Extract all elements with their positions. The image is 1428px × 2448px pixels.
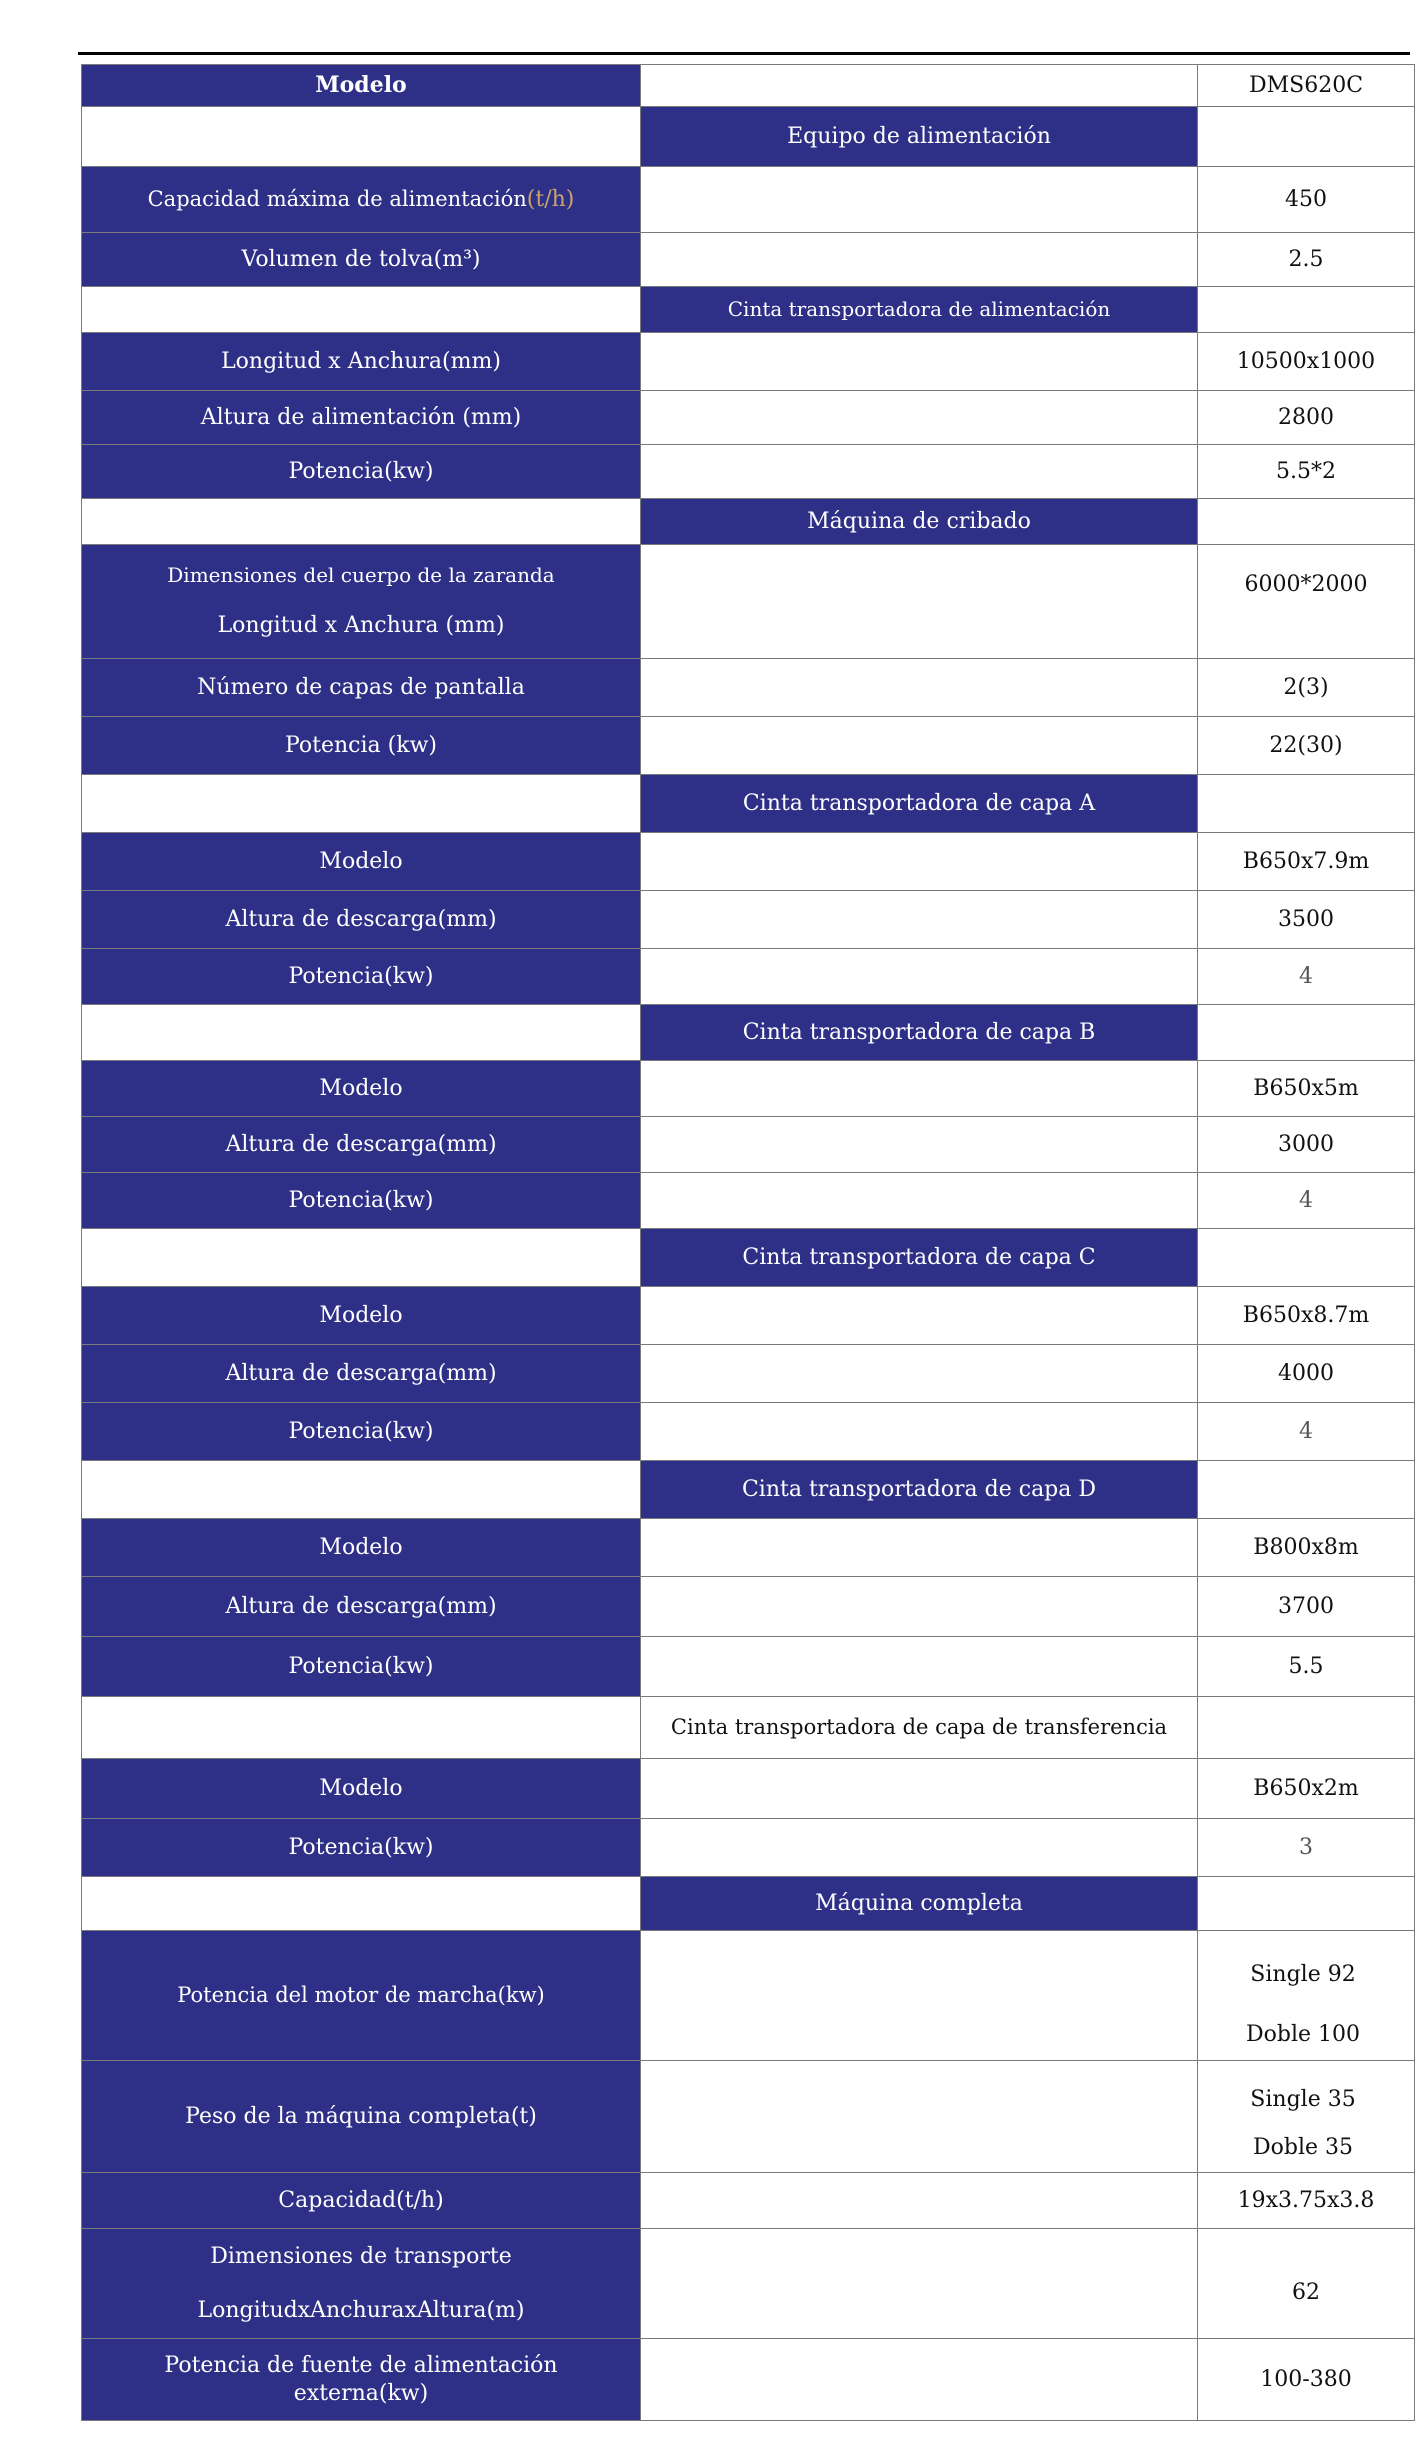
section-title-belt-d: Cinta transportadora de capa D: [641, 1461, 1198, 1519]
belt-a-power-label: Potencia(kw): [82, 949, 641, 1005]
table-row: [82, 1117, 1415, 1173]
belt-a-power-value: 4: [1198, 949, 1415, 1005]
table-row: [82, 2061, 1415, 2173]
belt-d-model-label: Modelo: [82, 1519, 641, 1577]
table-row: [82, 2173, 1415, 2229]
table-row: [82, 333, 1415, 391]
external-power-value: 100-380: [1198, 2339, 1415, 2421]
screen-power-label: Potencia (kw): [82, 717, 641, 775]
max-capacity-value: 450: [1198, 167, 1415, 233]
table-row: [82, 233, 1415, 287]
belt-c-model-label: Modelo: [82, 1287, 641, 1345]
machine-weight-value: Single 35 Doble 35: [1198, 2061, 1415, 2173]
table-row: [82, 1819, 1415, 1877]
belt-b-power-value: 4: [1198, 1173, 1415, 1229]
screen-layers-label: Número de capas de pantalla: [82, 659, 641, 717]
table-row: [82, 1403, 1415, 1461]
top-rule: [78, 52, 1410, 55]
section-title-feed-conveyor: Cinta transportadora de alimentación: [641, 287, 1198, 333]
table-row: [82, 1287, 1415, 1345]
transfer-power-label: Potencia(kw): [82, 1819, 641, 1877]
belt-c-height-label: Altura de descarga(mm): [82, 1345, 641, 1403]
section-row-feed-conveyor: [82, 287, 1415, 333]
belt-c-height-value: 4000: [1198, 1345, 1415, 1403]
table-row: [82, 1173, 1415, 1229]
belt-d-height-value: 3700: [1198, 1577, 1415, 1637]
section-title-screen: Máquina de cribado: [641, 499, 1198, 545]
section-title-feeding: Equipo de alimentación: [641, 107, 1198, 167]
section-row-belt-b: [82, 1005, 1415, 1061]
feed-conveyor-size-label: Longitud x Anchura(mm): [82, 333, 641, 391]
table-row: [82, 1061, 1415, 1117]
belt-c-power-label: Potencia(kw): [82, 1403, 641, 1461]
table-row: [82, 1345, 1415, 1403]
transport-dimensions-value: 62: [1198, 2229, 1415, 2339]
belt-c-model-value: B650x8.7m: [1198, 1287, 1415, 1345]
table-row: [82, 717, 1415, 775]
section-row-belt-d: [82, 1461, 1415, 1519]
model-header-value: DMS620C: [1198, 65, 1415, 107]
belt-d-height-label: Altura de descarga(mm): [82, 1577, 641, 1637]
header-row: [82, 65, 1415, 107]
section-title-machine: Máquina completa: [641, 1877, 1198, 1931]
belt-b-height-value: 3000: [1198, 1117, 1415, 1173]
belt-a-model-value: B650x7.9m: [1198, 833, 1415, 891]
table-row: [82, 833, 1415, 891]
belt-d-power-value: 5.5: [1198, 1637, 1415, 1697]
table-row: [82, 445, 1415, 499]
external-power-label: Potencia de fuente de alimentación externa(kw): [82, 2339, 641, 2421]
section-title-belt-b: Cinta transportadora de capa B: [641, 1005, 1198, 1061]
screen-layers-value: 2(3): [1198, 659, 1415, 717]
feed-conveyor-size-value: 10500x1000: [1198, 333, 1415, 391]
screen-body-label: Dimensiones del cuerpo de la zaranda Longitud x Anchura (mm): [82, 545, 641, 659]
table-row: [82, 949, 1415, 1005]
machine-capacity-value: 19x3.75x3.8: [1198, 2173, 1415, 2229]
section-row-machine: [82, 1877, 1415, 1931]
feed-power-label: Potencia(kw): [82, 445, 641, 499]
section-row-transfer: [82, 1697, 1415, 1759]
section-row-screen: [82, 499, 1415, 545]
section-row-belt-a: [82, 775, 1415, 833]
belt-c-power-value: 4: [1198, 1403, 1415, 1461]
feed-power-value: 5.5*2: [1198, 445, 1415, 499]
section-row-feeding: [82, 107, 1415, 167]
table-row: [82, 659, 1415, 717]
max-capacity-label: Capacidad máxima de alimentación(t/h): [82, 167, 641, 233]
belt-d-power-label: Potencia(kw): [82, 1637, 641, 1697]
travel-motor-power-label: Potencia del motor de marcha(kw): [82, 1931, 641, 2061]
hopper-volume-value: 2.5: [1198, 233, 1415, 287]
table-row: [82, 2339, 1415, 2421]
model-header-label: Modelo: [82, 65, 641, 107]
belt-b-power-label: Potencia(kw): [82, 1173, 641, 1229]
screen-power-value: 22(30): [1198, 717, 1415, 775]
table-row: [82, 391, 1415, 445]
belt-b-height-label: Altura de descarga(mm): [82, 1117, 641, 1173]
machine-weight-label: Peso de la máquina completa(t): [82, 2061, 641, 2173]
feed-height-value: 2800: [1198, 391, 1415, 445]
section-title-transfer: Cinta transportadora de capa de transferencia: [641, 1697, 1198, 1759]
belt-a-height-value: 3500: [1198, 891, 1415, 949]
table-row: [82, 1577, 1415, 1637]
table-row: [82, 1759, 1415, 1819]
section-title-belt-c: Cinta transportadora de capa C: [641, 1229, 1198, 1287]
section-row-belt-c: [82, 1229, 1415, 1287]
transfer-model-label: Modelo: [82, 1759, 641, 1819]
belt-d-model-value: B800x8m: [1198, 1519, 1415, 1577]
travel-motor-power-value: Single 92 Doble 100: [1198, 1931, 1415, 2061]
header-empty-cell: [641, 65, 1198, 107]
transfer-model-value: B650x2m: [1198, 1759, 1415, 1819]
belt-a-model-label: Modelo: [82, 833, 641, 891]
belt-a-height-label: Altura de descarga(mm): [82, 891, 641, 949]
section-title-belt-a: Cinta transportadora de capa A: [641, 775, 1198, 833]
belt-b-model-label: Modelo: [82, 1061, 641, 1117]
hopper-volume-label: Volumen de tolva(m³): [82, 233, 641, 287]
transport-dimensions-label: Dimensiones de transporte LongitudxAnchuraxAltura(m): [82, 2229, 641, 2339]
transfer-power-value: 3: [1198, 1819, 1415, 1877]
table-row: [82, 1931, 1415, 2061]
table-row: [82, 1519, 1415, 1577]
feed-height-label: Altura de alimentación (mm): [82, 391, 641, 445]
spec-table: [81, 64, 1415, 2421]
machine-capacity-label: Capacidad(t/h): [82, 2173, 641, 2229]
belt-b-model-value: B650x5m: [1198, 1061, 1415, 1117]
table-row: [82, 891, 1415, 949]
table-row: [82, 2229, 1415, 2339]
screen-body-value: 6000*2000: [1198, 545, 1415, 659]
table-row: [82, 545, 1415, 659]
table-row: [82, 1637, 1415, 1697]
table-row: [82, 167, 1415, 233]
